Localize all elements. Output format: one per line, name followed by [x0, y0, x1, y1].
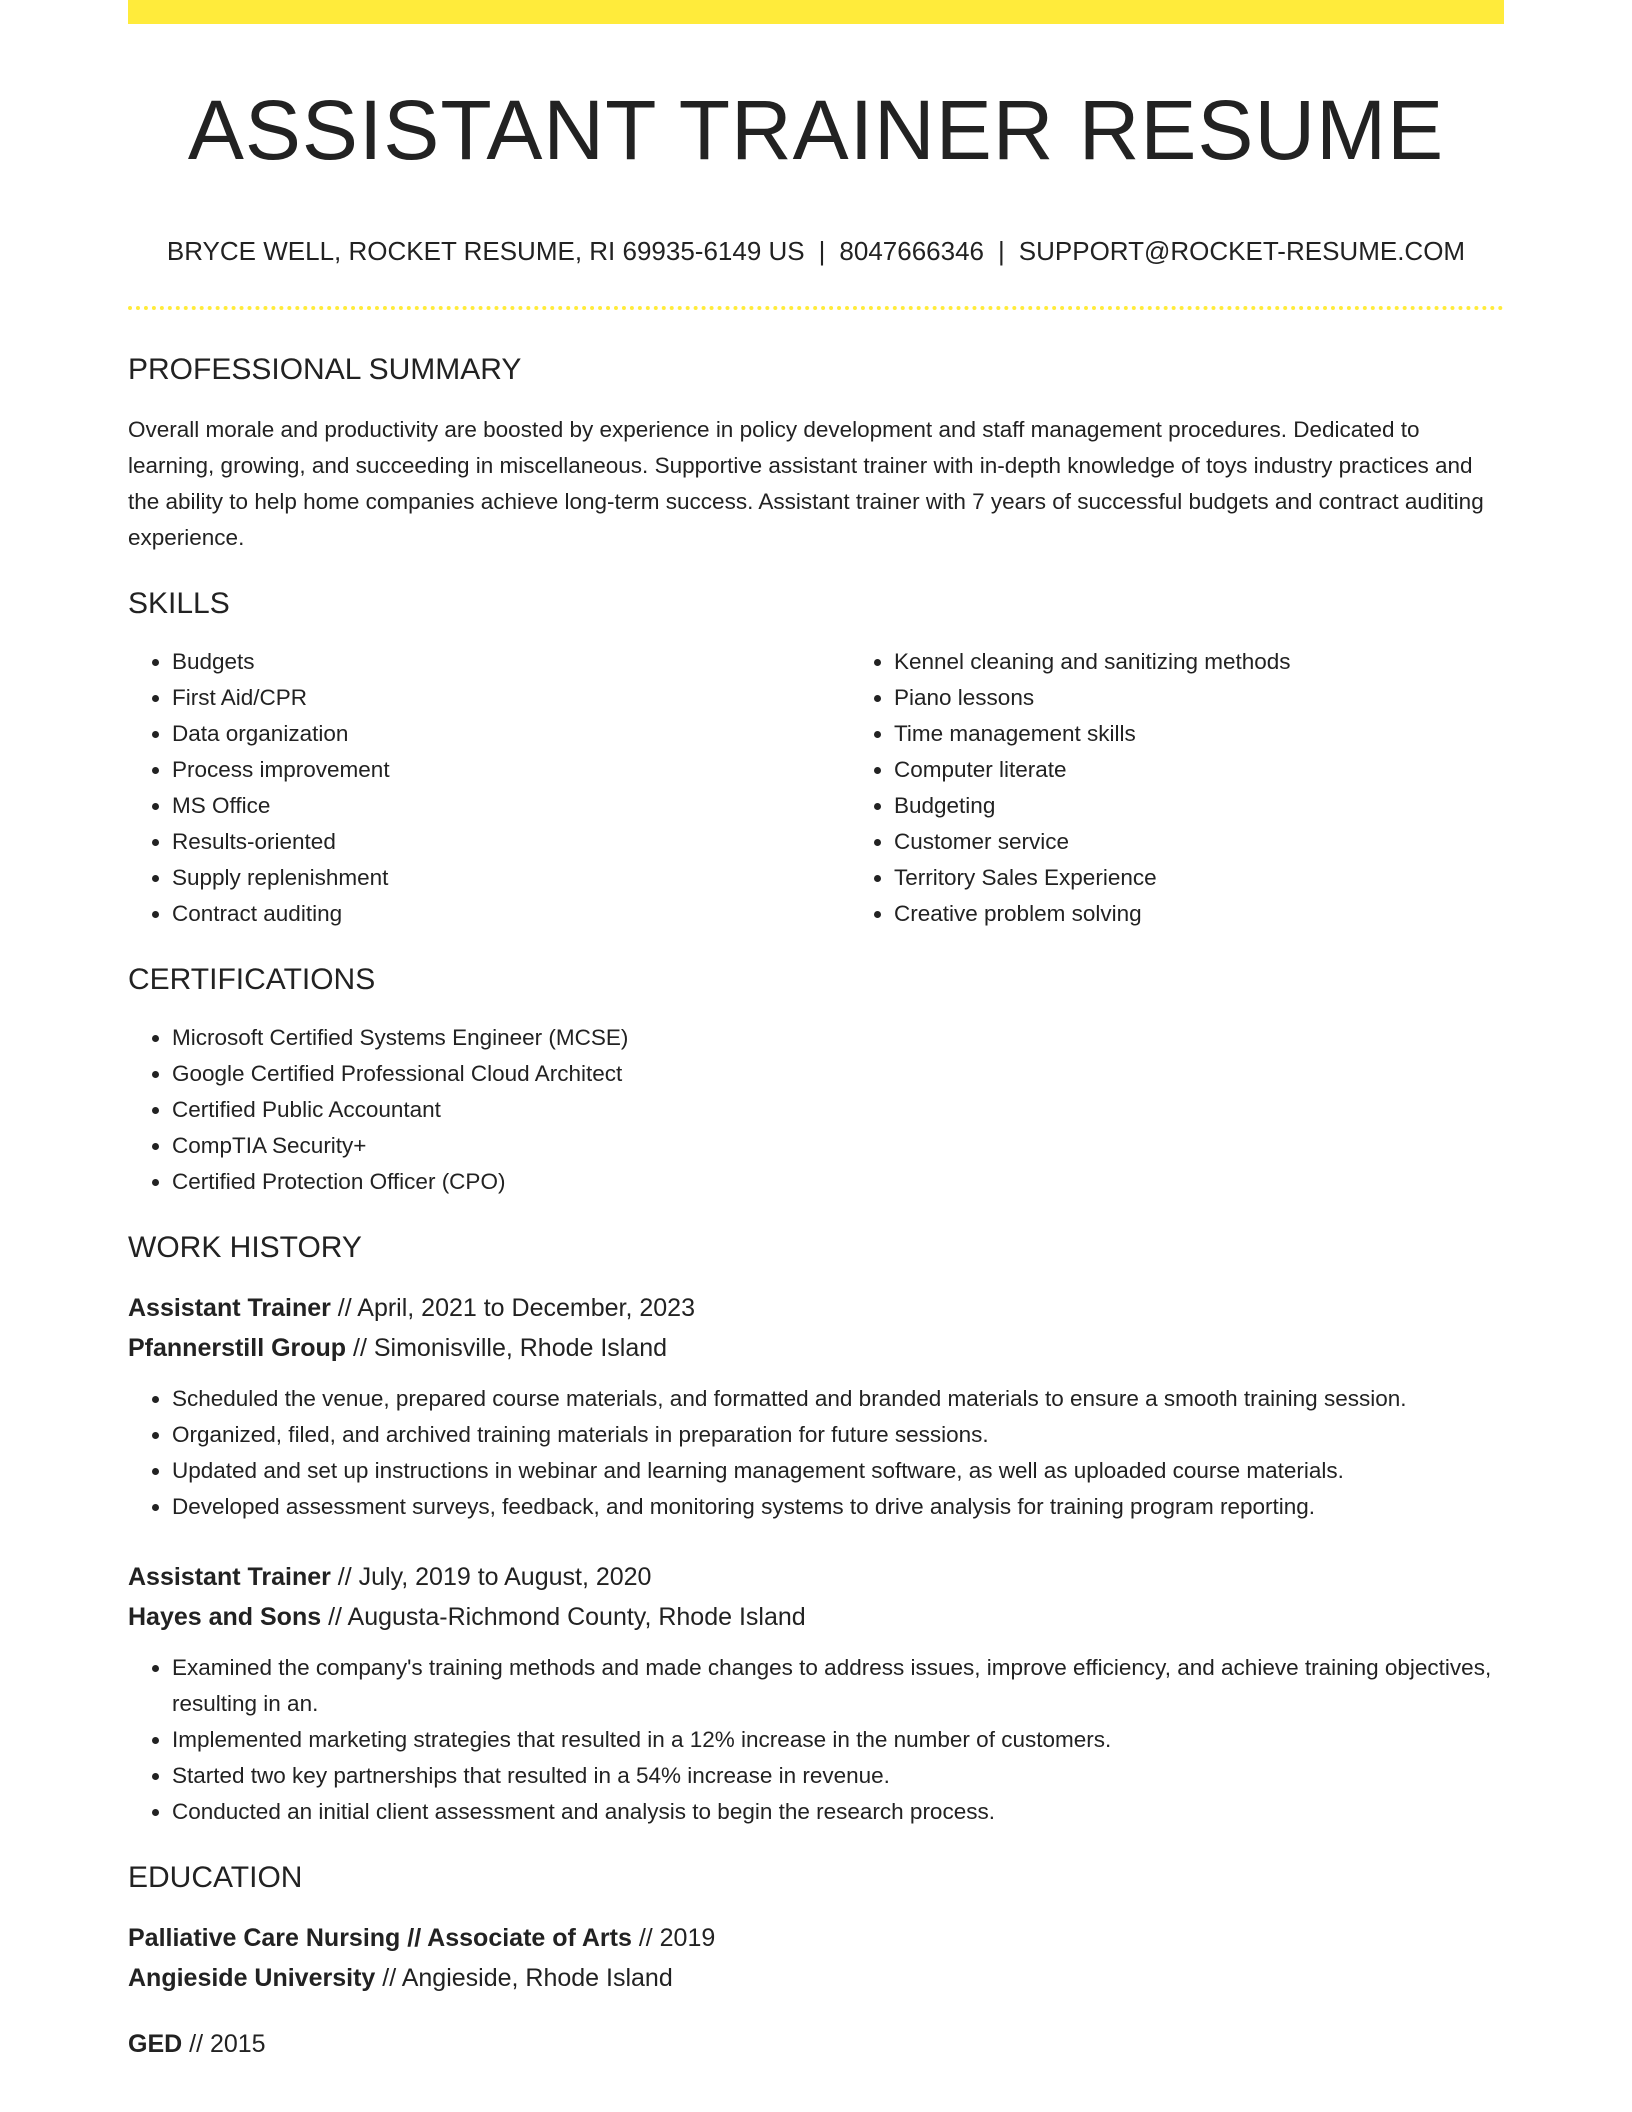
contact-separator: | — [818, 236, 826, 267]
job-company-line — [128, 1328, 1504, 1368]
job-dates: // April, 2021 to December, 2023 — [330, 1293, 695, 1322]
job-role-line — [128, 1557, 1504, 1597]
education-school: Angieside University — [128, 1963, 376, 1992]
skill-item: • Contract auditing — [172, 896, 850, 932]
job-role: Assistant Trainer — [128, 1562, 331, 1591]
skill-item: • Supply replenishment — [172, 860, 850, 896]
skill-item: • Territory Sales Experience — [894, 860, 1572, 896]
dotted-divider — [128, 306, 1504, 310]
certification-item: • Certified Public Accountant — [172, 1092, 1504, 1128]
skill-item: • Piano lessons — [894, 680, 1572, 716]
job-dates: // July, 2019 to August, 2020 — [330, 1562, 652, 1591]
summary-text: Overall morale and productivity are boosted by experience in policy development and staff management procedures. Dedicated to learning, growing, and succeeding in miscellaneous. Supportive assistant trainer with in-depth knowledge of toys industry practices and the ability to help home companies achieve long-term success. Assistant trainer with 7 years of successful budgets and contract auditing experience. — [128, 416, 1484, 550]
skill-item: • Budgeting — [894, 788, 1572, 824]
skills-list-right — [850, 644, 1572, 932]
education-degree-line — [128, 2024, 1504, 2064]
skill-item: • Budgets — [172, 644, 850, 680]
job-location: // Simonisville, Rhode Island — [346, 1333, 668, 1362]
job-entry — [128, 1557, 1504, 1830]
certification-item: • Certified Protection Officer (CPO) — [172, 1164, 1504, 1200]
education-degree: GED — [128, 2029, 183, 2058]
skill-item: • Creative problem solving — [894, 896, 1572, 932]
certification-item: • CompTIA Security+ — [172, 1128, 1504, 1164]
accent-bar — [128, 0, 1504, 24]
job-entry — [128, 1288, 1504, 1525]
job-bullet: • Scheduled the venue, prepared course materials, and formatted and branded materials to ensure a smooth training session. — [172, 1381, 1504, 1417]
certification-item: • Microsoft Certified Systems Engineer (MCSE) — [172, 1020, 1504, 1056]
job-bullet: • Organized, filed, and archived training materials in preparation for future sessions. — [172, 1417, 1504, 1453]
skill-item: • Data organization — [172, 716, 850, 752]
job-bullet: • Started two key partnerships that resulted in a 54% increase in revenue. — [172, 1758, 1504, 1794]
education-location: // Angieside, Rhode Island — [375, 1963, 673, 1992]
job-bullets — [128, 1650, 1504, 1830]
skill-item: • Results-oriented — [172, 824, 850, 860]
job-company: Hayes and Sons — [128, 1602, 322, 1631]
job-bullet: • Conducted an initial client assessment and analysis to begin the research process. — [172, 1794, 1504, 1830]
contact-phone: 8047666346 — [839, 236, 985, 267]
education-degree-line — [128, 1918, 1504, 1958]
job-role: Assistant Trainer — [128, 1293, 331, 1322]
skill-item: • Customer service — [894, 824, 1572, 860]
job-bullet: • Updated and set up instructions in webinar and learning management software, as well as uploaded course materials. — [172, 1453, 1504, 1489]
skills-list-left — [128, 644, 850, 932]
certifications-heading: CERTIFICATIONS — [128, 962, 376, 996]
resume-title: ASSISTANT TRAINER RESUME — [187, 83, 1445, 177]
education-heading: EDUCATION — [128, 1860, 303, 1894]
job-company: Pfannerstill Group — [128, 1333, 347, 1362]
skill-item: • Kennel cleaning and sanitizing methods — [894, 644, 1572, 680]
contact-separator: | — [998, 236, 1005, 267]
skill-item: • MS Office — [172, 788, 850, 824]
education-degree: Palliative Care Nursing // Associate of Arts — [128, 1923, 632, 1952]
education-entry — [128, 2024, 1504, 2064]
job-bullet: • Implemented marketing strategies that resulted in a 12% increase in the number of customers. — [172, 1722, 1504, 1758]
job-location: // Augusta-Richmond County, Rhode Island — [321, 1602, 806, 1631]
education-entry — [128, 1918, 1504, 1998]
certification-item: • Google Certified Professional Cloud Architect — [172, 1056, 1504, 1092]
skill-item: • First Aid/CPR — [172, 680, 850, 716]
contact-address: BRYCE WELL, ROCKET RESUME, RI 69935-6149 US — [166, 236, 805, 267]
job-role-line — [128, 1288, 1504, 1328]
skill-item: • Computer literate — [894, 752, 1572, 788]
education-school-line — [128, 1958, 1504, 1998]
skill-item: • Time management skills — [894, 716, 1572, 752]
skills-heading: SKILLS — [128, 586, 230, 620]
contact-line — [128, 236, 1504, 267]
skills-columns — [128, 644, 1504, 932]
education-year: // 2019 — [631, 1923, 716, 1952]
summary-heading: PROFESSIONAL SUMMARY — [128, 352, 522, 386]
skill-item: • Process improvement — [172, 752, 850, 788]
job-bullets — [128, 1381, 1504, 1525]
job-company-line — [128, 1597, 1504, 1637]
job-bullet: • Developed assessment surveys, feedback, and monitoring systems to drive analysis for training program reporting. — [172, 1489, 1504, 1525]
job-bullet: • Examined the company's training methods and made changes to address issues, improve efficiency, and achieve training objectives, resulting in an. — [172, 1650, 1504, 1722]
certifications-list — [128, 1020, 1504, 1200]
work-history-heading: WORK HISTORY — [128, 1230, 362, 1264]
education-year: // 2015 — [182, 2029, 266, 2058]
resume-content — [128, 0, 1504, 2064]
contact-email: SUPPORT@ROCKET-RESUME.COM — [1018, 236, 1466, 267]
